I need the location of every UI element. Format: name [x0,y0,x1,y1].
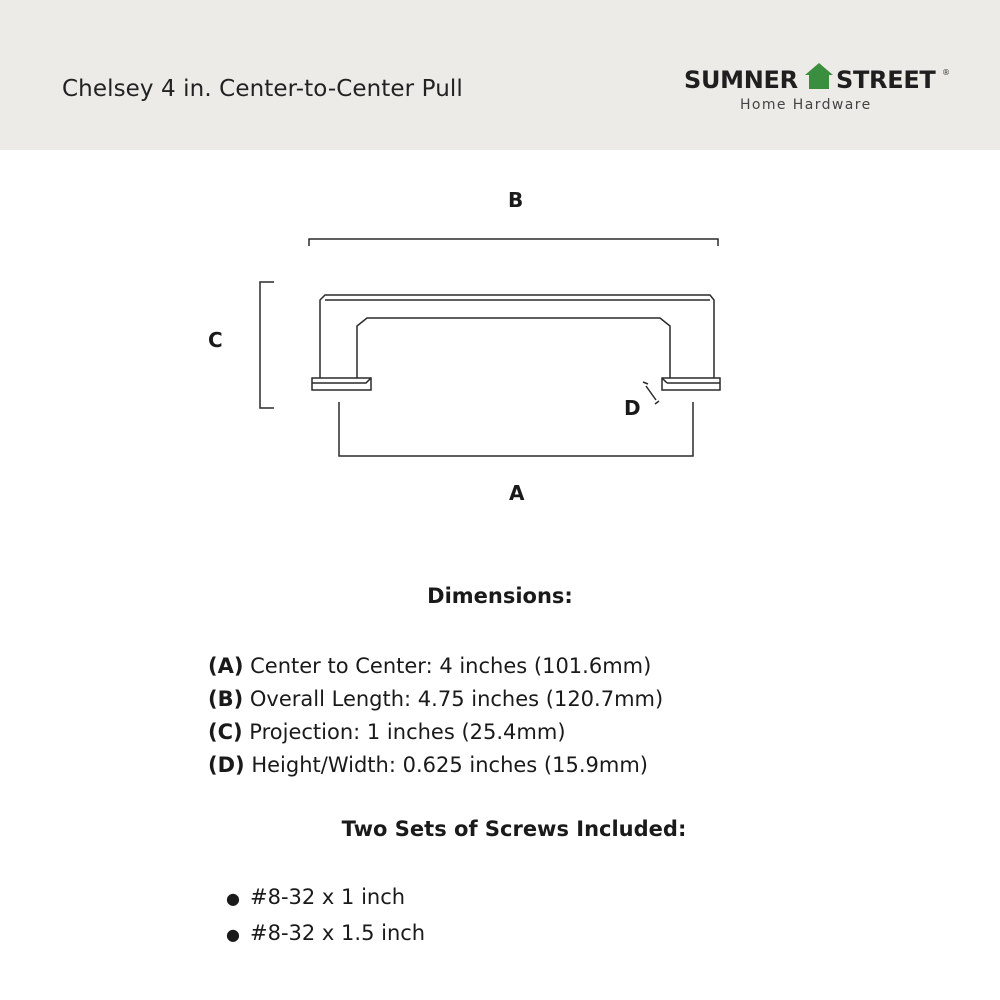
dimension-line-b [309,239,718,246]
dimension-line-d [646,386,656,400]
screws-heading: Two Sets of Screws Included: [341,817,687,841]
dimensions-heading: Dimensions: [427,584,573,608]
pull-drawing [0,150,1000,550]
logo-word-right: STREET [836,66,936,94]
dimension-item: (A) Center to Center: 4 inches (101.6mm) [208,654,652,678]
screws-list [226,880,425,952]
handle-base-left [312,378,371,390]
handle-inner-outline [357,318,670,378]
pull-dimension-diagram [0,150,1000,550]
screw-item: ● #8-32 x 1.5 inch [226,916,425,952]
dimension-item: (D) Height/Width: 0.625 inches (15.9mm) [208,753,648,777]
dimension-label-b: B [508,188,524,212]
product-title: Chelsey 4 in. Center-to-Center Pull [62,76,463,102]
dimension-item: (B) Overall Length: 4.75 inches (120.7mm) [208,687,664,711]
dimensions-list [208,650,663,782]
screw-item: ● #8-32 x 1 inch [226,880,425,916]
logo-subtitle: Home Hardware [740,97,872,113]
handle-base-right [662,378,720,390]
dimension-label-c: C [208,328,223,352]
dimension-label-a: A [509,481,525,505]
registered-mark: ® [942,68,950,77]
logo-word-left: SUMNER [684,66,798,94]
bullet-icon: ● [226,889,240,908]
dimension-label-d: D [624,396,641,420]
bullet-icon: ● [226,925,240,944]
brand-logo [684,62,954,118]
dimension-item: (C) Projection: 1 inches (25.4mm) [208,720,566,744]
dimension-line-c [260,282,274,408]
header-banner [0,0,1000,150]
handle-outer-outline [320,295,714,378]
house-icon [804,62,834,90]
